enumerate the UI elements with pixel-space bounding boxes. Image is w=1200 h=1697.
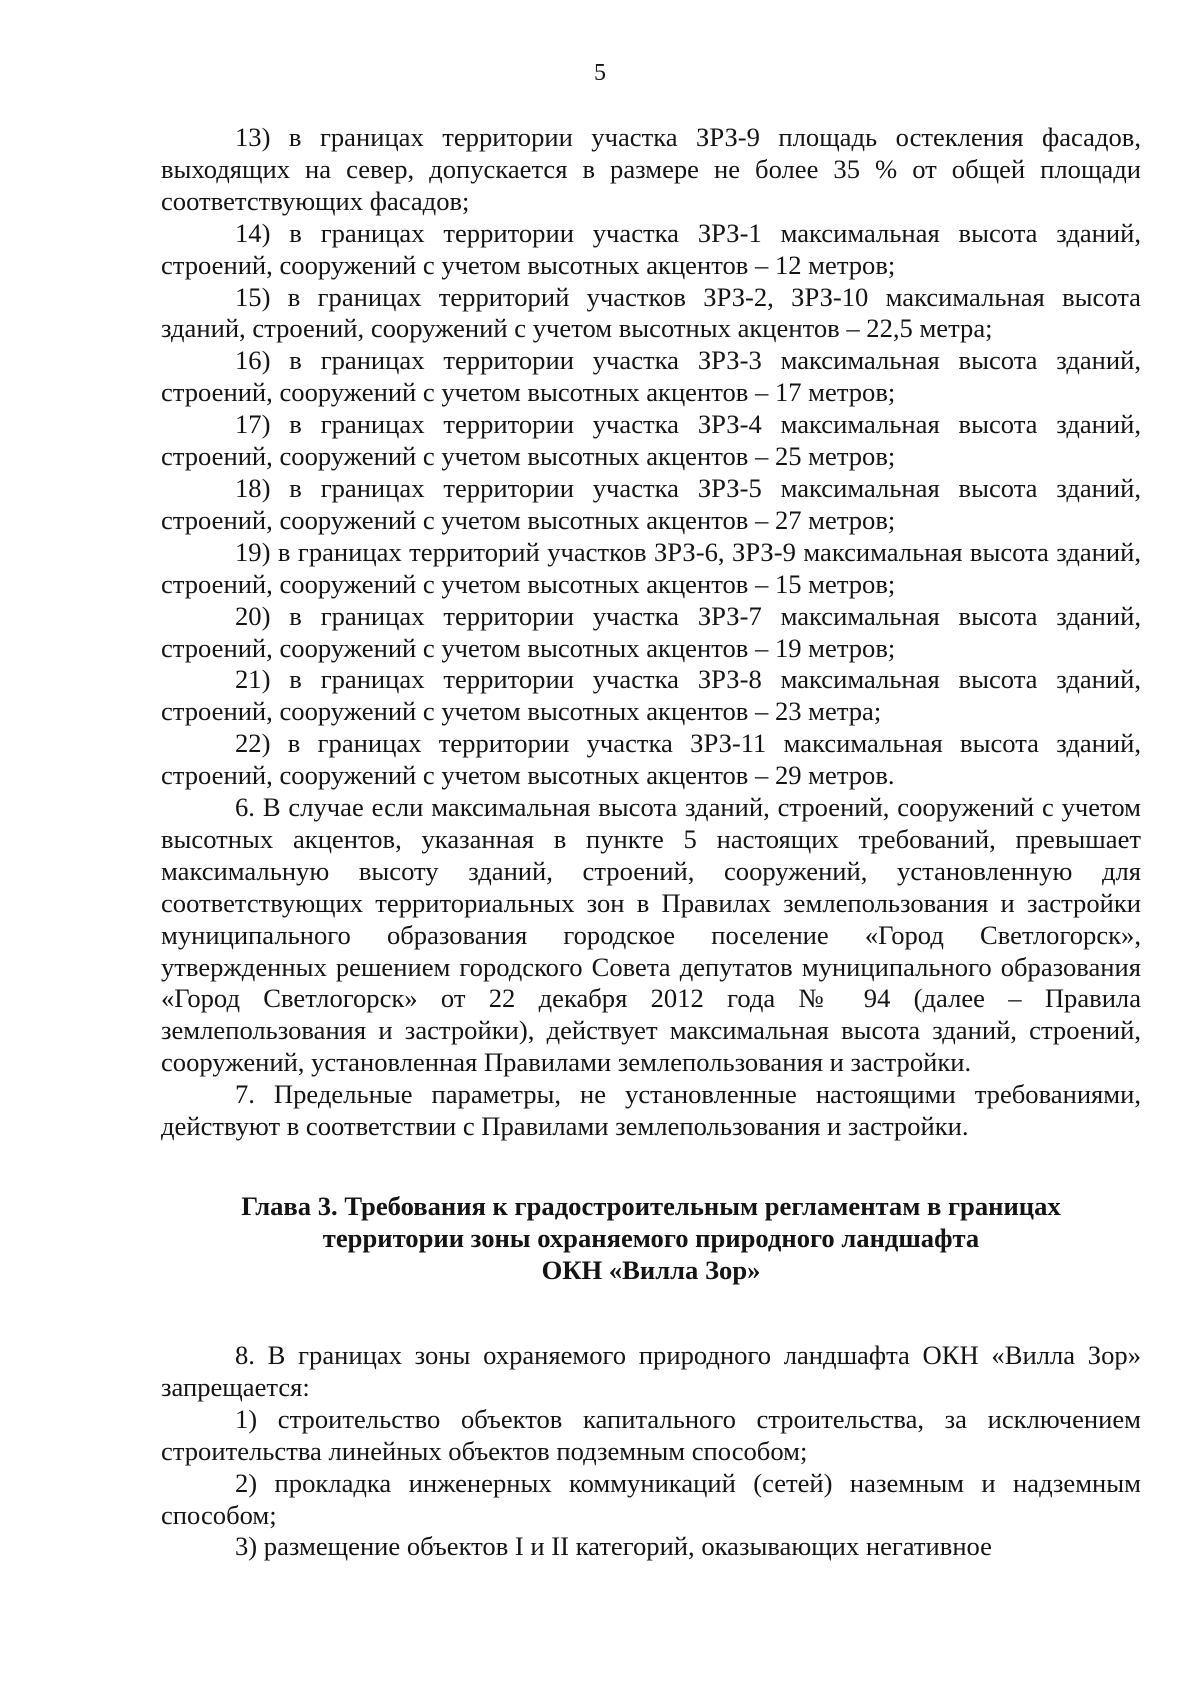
paragraph-item-1: 1) строительство объектов капитального строительства, за исключением строительства линейных объектов подземным способом; — [161, 1403, 1141, 1466]
chapter-heading-line-1: Глава 3. Требования к градостроительным регламентам в границах — [241, 1191, 1061, 1221]
paragraph-item-22: 22) в границах территории участка ЗРЗ-11 максимальная высота зданий, строений, сооружений с учетом высотных акцентов – 29 метров. — [161, 728, 1141, 791]
paragraph-item-2: 2) прокладка инженерных коммуникаций (сетей) наземным и надземным способом; — [161, 1467, 1141, 1530]
document-body — [161, 122, 1141, 1563]
paragraph-item-17: 17) в границах территории участка ЗРЗ-4 максимальная высота зданий, строений, сооружений с учетом высотных акцентов – 25 метров; — [161, 409, 1141, 472]
chapter-heading — [161, 1190, 1141, 1286]
paragraph-item-13: 13) в границах территории участка ЗРЗ-9 площадь остекления фасадов, выходящих на север, допускается в размере не более 35 % от общей площади соответствующих фасадов; — [161, 122, 1141, 216]
paragraph-clause-6: 6. В случае если максимальная высота зданий, строений, сооружений с учетом высотных акцентов, указанная в пункте 5 настоящих требований, превышает максимальную высоту зданий, строений, сооружений, установленную для соответствующих территориальных зон в Правилах землепользования и застройки муниципального образования городское поселение «Город Светлогорск», утвержденных решением городского Совета депутатов муниципального образования «Город Светлогорск» от 22 декабря 2012 года № 94 (далее – Правила землепользования и застройки), действует максимальная высота зданий, строений, сооружений, установленная Правилами землепользования и застройки. — [161, 792, 1141, 1078]
paragraph-item-18: 18) в границах территории участка ЗРЗ-5 максимальная высота зданий, строений, сооружений с учетом высотных акцентов – 27 метров; — [161, 472, 1141, 535]
paragraph-item-15: 15) в границах территорий участков ЗРЗ-2, ЗРЗ-10 максимальная высота зданий, строений, сооружений с учетом высотных акцентов – 22,5 метра; — [161, 281, 1141, 344]
paragraph-item-3: 3) размещение объектов I и II категорий, оказывающих негативное — [235, 1531, 992, 1562]
paragraph-item-20: 20) в границах территории участка ЗРЗ-7 максимальная высота зданий, строений, сооружений с учетом высотных акцентов – 19 метров; — [161, 600, 1141, 663]
page-number: 5 — [594, 60, 606, 86]
chapter-heading-line-3: ОКН «Вилла Зор» — [541, 1255, 761, 1285]
paragraph-item-21: 21) в границах территории участка ЗРЗ-8 максимальная высота зданий, строений, сооружений с учетом высотных акцентов – 23 метра; — [161, 664, 1141, 727]
paragraph-clause-7: 7. Предельные параметры, не установленные настоящими требованиями, действуют в соответствии с Правилами землепользования и застройки. — [161, 1079, 1141, 1142]
paragraph-item-16: 16) в границах территории участка ЗРЗ-3 максимальная высота зданий, строений, сооружений с учетом высотных акцентов – 17 метров; — [161, 345, 1141, 408]
paragraph-item-14: 14) в границах территории участка ЗРЗ-1 максимальная высота зданий, строений, сооружений с учетом высотных акцентов – 12 метров; — [161, 217, 1141, 280]
paragraph-item-19: 19) в границах территорий участков ЗРЗ-6, ЗРЗ-9 максимальная высота зданий, строений, сооружений с учетом высотных акцентов – 15 метров; — [161, 536, 1141, 599]
chapter-heading-line-2: территории зоны охраняемого природного ландшафта — [322, 1223, 980, 1253]
paragraph-clause-8: 8. В границах зоны охраняемого природного ландшафта ОКН «Вилла Зор» запрещается: — [161, 1340, 1141, 1402]
